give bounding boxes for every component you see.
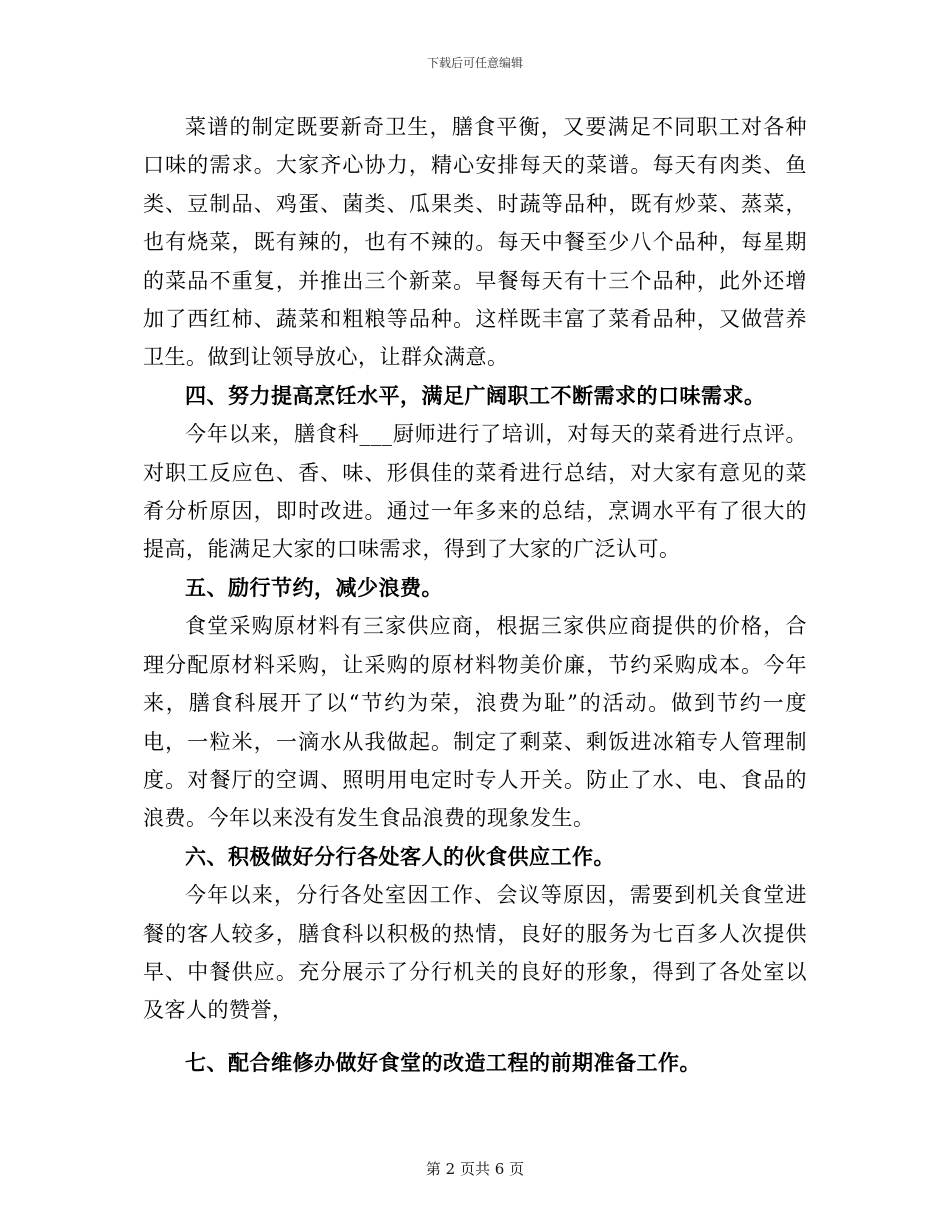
paragraph-menu: 菜谱的制定既要新奇卫生，膳食平衡，又要满足不同职工对各种口味的需求。大家齐心协力，精心安排每天的菜谱。每天有肉类、鱼类、豆制品、鸡蛋、菌类、瓜果类、时蔬等品种，既有炒菜、蒸菜，也有烧菜，既有辣的，也有不辣的。每天中餐至少八个品种，每星期的菜品不重复，并推出三个新菜。早餐每天有十三个品种，此外还增加了西红柿、蔬菜和粗粮等品种。这样既丰富了菜肴品种，又做营养卫生。做到让领导放心，让群众满意。 (143, 115, 807, 370)
paragraph-saving: 食堂采购原材料有三家供应商，根据三家供应商提供的价格，合理分配原材料采购，让采购的原材料物美价廉，节约采购成本。今年来，膳食科展开了以“节约为荣，浪费为耻”的活动。做到节约一度电，一粒米，一滴水从我做起。制定了剩菜、剩饭进冰箱专人管理制度。对餐厅的空调、照明用电定时专人开关。防止了水、电、食品的浪费。今年以来没有发生食品浪费的现象发生。 (143, 614, 807, 831)
document-body (143, 108, 807, 1082)
heading-section-4: 四、努力提高烹饪水平，满足广阔职工不断需求的口味需求。 (185, 382, 766, 408)
page-number: 第 2 页共 6 页 (425, 1160, 525, 1178)
paragraph-cooking-training-rest: 厨师进行了培训，对每天的菜肴进行点评。对职工反应色、香、味、形俱佳的菜肴进行总结，对大家有意见的菜肴分析原因，即时改进。通过一年多来的总结，烹调水平有了很大的提高，能满足大家的口味需求，得到了大家的广泛认可。 (143, 422, 808, 562)
paragraph-guest-service: 今年以来，分行各处室因工作、会议等原因，需要到机关食堂进餐的客人较多，膳食科以积极的热情，良好的服务为七百多人次提供早、中餐供应。充分展示了分行机关的良好的形象，得到了各处室以及客人的赞誉， (143, 883, 807, 1023)
heading-section-7: 七、配合维修办做好食堂的改造工程的前期准备工作。 (185, 1049, 701, 1075)
fill-in-blank: ___ (359, 422, 393, 447)
heading-section-5: 五、励行节约，减少浪费。 (185, 574, 443, 600)
header-note: 下载后可任意编辑 (426, 56, 523, 70)
heading-section-6: 六、积极做好分行各处客人的伙食供应工作。 (185, 843, 615, 869)
paragraph-cooking-training-start: 今年以来，膳食科 (185, 422, 360, 447)
paragraph-cooking-training (143, 415, 807, 569)
